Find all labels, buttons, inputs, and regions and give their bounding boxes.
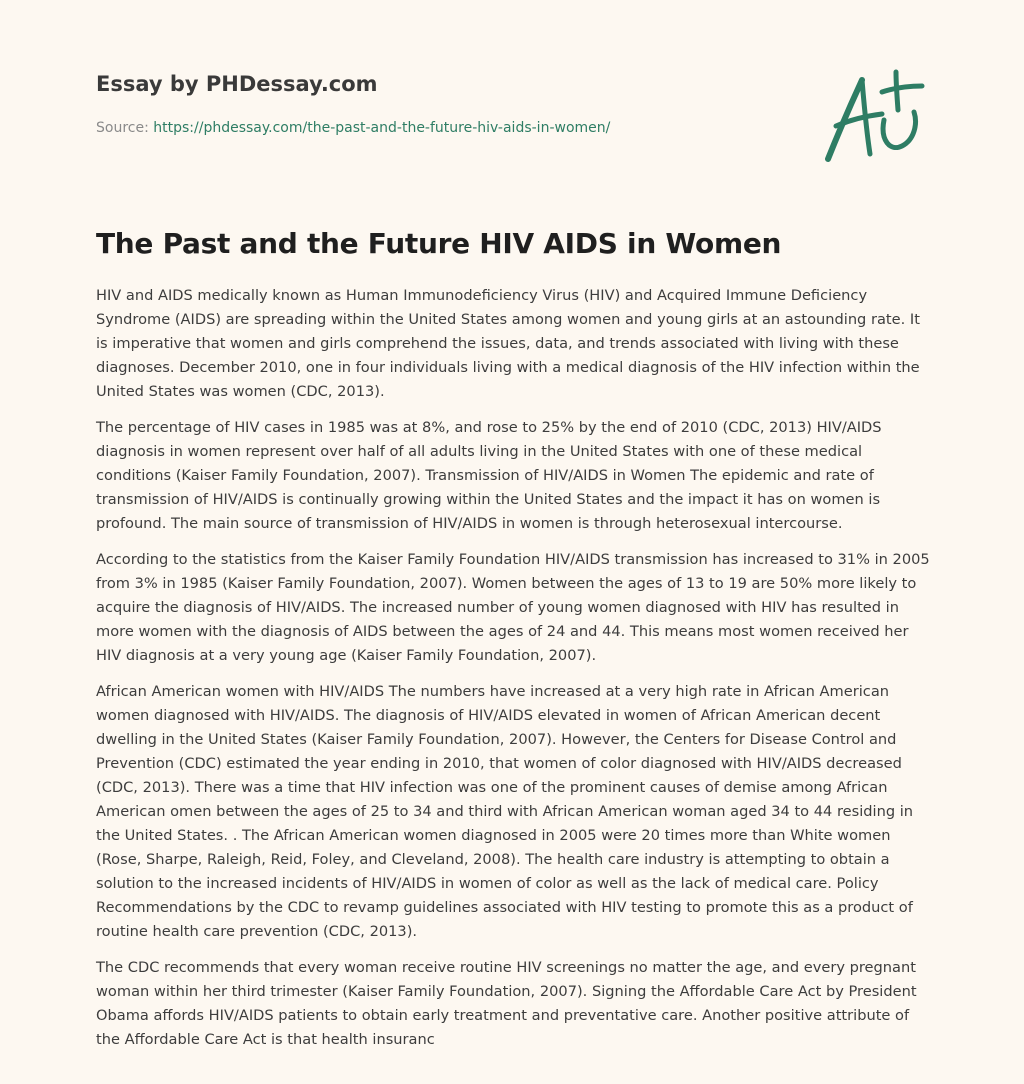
- source-line: [96, 119, 796, 137]
- a-plus-logo-icon: [820, 66, 930, 166]
- essay-paragraph-4: African American women with HIV/AIDS The numbers have increased at a very high rate in African American women diagnosed with HIV/AIDS. The diagnosis of HIV/AIDS elevated in women of African American decent dwelling in the United States (Kaiser Family Foundation, 2007). However, the Centers for Disease Control and Prevention (CDC) estimated the year ending in 2010, that women of color diagnosed with HIV/AIDS decreased (CDC, 2013). There was a time that HIV infection was one of the prominent causes of demise among African American omen between the ages of 25 to 34 and third with African American woman aged 34 to 44 residing in the United States. . The African American women diagnosed in 2005 were 20 times more than White women (Rose, Sharpe, Raleigh, Reid, Foley, and Cleveland, 2008). The health care industry is attempting to obtain a solution to the increased incidents of HIV/AIDS in women of color as well as the lack of medical care. Policy Recommendations by the CDC to revamp guidelines associated with HIV testing to promote this as a product of routine health care prevention (CDC, 2013).: [96, 683, 914, 940]
- essay-paragraph-5: The CDC recommends that every woman receive routine HIV screenings no matter the age, and every pregnant woman within her third trimester (Kaiser Family Foundation, 2007). Signing the Affordable Care Act by President Obama affords HIV/AIDS patients to obtain early treatment and preventative care. Another positive attribute of the Affordable Care Act is that health insuranc: [96, 959, 917, 1048]
- essay-body: [96, 284, 932, 1064]
- source-link[interactable]: https://phdessay.com/the-past-and-the-future-hiv-aids-in-women/: [153, 120, 611, 137]
- essay-paragraph-3: According to the statistics from the Kaiser Family Foundation HIV/AIDS transmission has increased to 31% in 2005 from 3% in 1985 (Kaiser Family Foundation, 2007). Women between the ages of 13 to 19 are 50% more likely to acquire the diagnosis of HIV/AIDS. The increased number of young women diagnosed with HIV has resulted in more women with the diagnosis of AIDS between the ages of 24 and 44. This means most women received her HIV diagnosis at a very young age (Kaiser Family Foundation, 2007).: [96, 551, 930, 664]
- site-brand: Essay by PHDessay.com: [96, 72, 378, 96]
- essay-title: The Past and the Future HIV AIDS in Women: [96, 227, 782, 260]
- site-header: [96, 72, 796, 137]
- essay-paragraph-2: The percentage of HIV cases in 1985 was at 8%, and rose to 25% by the end of 2010 (CDC, 2013) HIV/AIDS diagnosis in women represent over half of all adults living in the United States with one of these medical conditions (Kaiser Family Foundation, 2007). Transmission of HIV/AIDS in Women The epidemic and rate of transmission of HIV/AIDS is continually growing within the United States and the impact it has on women is profound. The main source of transmission of HIV/AIDS in women is through heterosexual intercourse.: [96, 419, 882, 532]
- essay-paragraph-1: HIV and AIDS medically known as Human Immunodeficiency Virus (HIV) and Acquired Immune Deficiency Syndrome (AIDS) are spreading within the United States among women and young girls at an astounding rate. It is imperative that women and girls comprehend the issues, data, and trends associated with living with these diagnoses. December 2010, one in four individuals living with a medical diagnosis of the HIV infection within the United States was women (CDC, 2013).: [96, 287, 920, 400]
- source-label: Source:: [96, 120, 154, 137]
